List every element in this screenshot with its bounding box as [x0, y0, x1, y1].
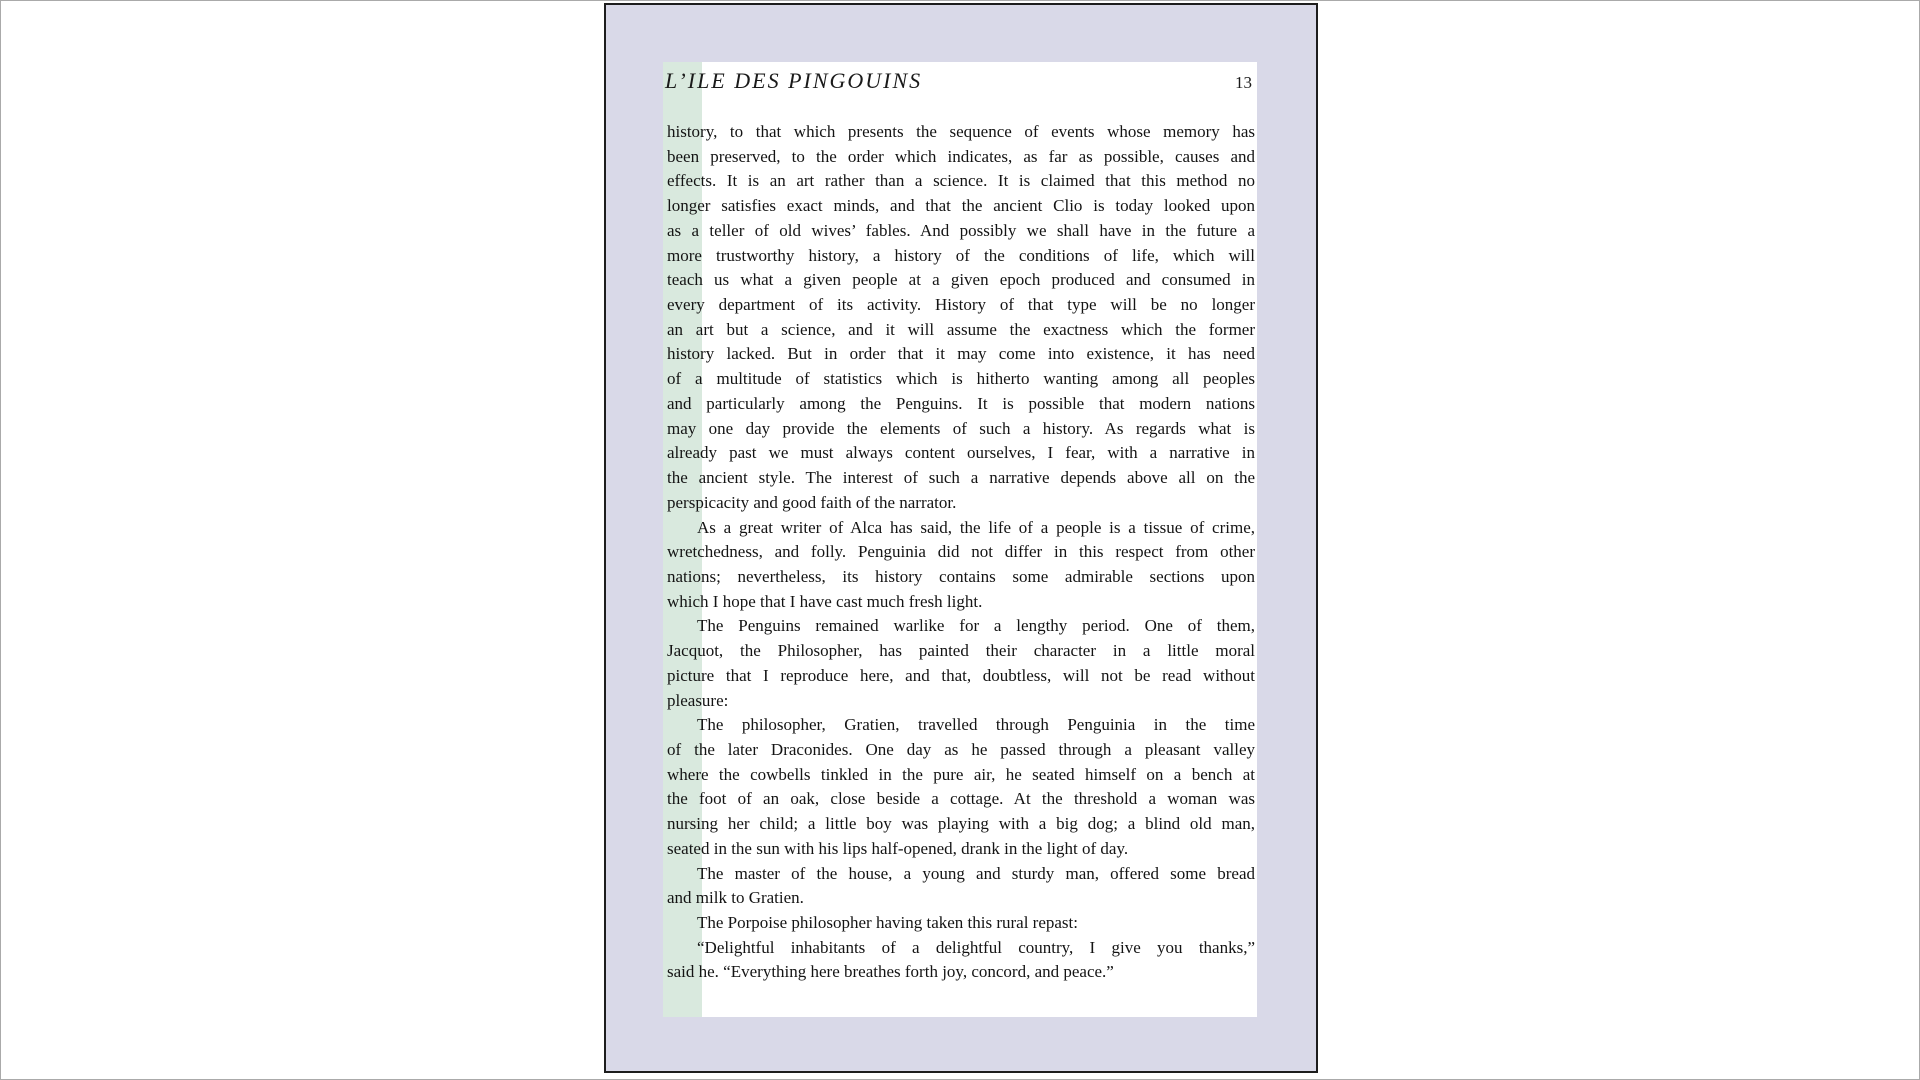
book-page	[663, 62, 1257, 1017]
text-line: picture that I reproduce here, and that, doubtless, will not be read without	[667, 665, 1255, 685]
text-line: nations; nevertheless, its history contains some admirable sections upon	[667, 566, 1255, 586]
page-number: 13	[1235, 73, 1252, 92]
text-line: more trustworthy history, a history of the conditions of life, which will	[667, 245, 1255, 265]
text-line: the ancient style. The interest of such a narrative depends above all on the	[667, 468, 1255, 488]
text-line: been preserved, to the order which indicates, as far as possible, causes and	[667, 146, 1255, 166]
text-line: nursing her child; a little boy was playing with a big dog; a blind old man,	[667, 814, 1255, 834]
text-line: history lacked. But in order that it may come into existence, it has need	[667, 344, 1255, 364]
page-body	[667, 120, 1255, 985]
text-line: Jacquot, the Philosopher, has painted their character in a little moral	[667, 641, 1255, 661]
text-line: pleasure:	[667, 690, 729, 710]
text-line: of the later Draconides. One day as he passed through a pleasant valley	[667, 739, 1255, 759]
text-line: wretchedness, and folly. Penguinia did not differ in this respect from other	[667, 542, 1255, 562]
text-line: which I hope that I have cast much fresh light.	[667, 591, 983, 611]
text-line: an art but a science, and it will assume the exactness which the former	[667, 319, 1255, 339]
running-title: L’ILE DES PINGOUINS	[665, 68, 923, 93]
text-line: The master of the house, a young and sturdy man, offered some bread	[697, 863, 1255, 883]
text-line: already past we must always content ourselves, I fear, with a narrative in	[667, 443, 1255, 463]
text-line: and milk to Gratien.	[667, 888, 804, 908]
text-line: effects. It is an art rather than a science. It is claimed that this method no	[667, 171, 1255, 191]
text-line: and particularly among the Penguins. It is possible that modern nations	[667, 393, 1255, 413]
text-line: The Porpoise philosopher having taken this rural repast:	[697, 913, 1078, 932]
text-line: The Penguins remained warlike for a lengthy period. One of them,	[697, 616, 1255, 636]
book-viewer-frame	[604, 3, 1318, 1073]
text-line: seated in the sun with his lips half-opened, drank in the light of day.	[667, 838, 1129, 858]
text-line: every department of its activity. History of that type will be no longer	[667, 295, 1255, 315]
text-line: said he. “Everything here breathes forth joy, concord, and peace.”	[667, 962, 1114, 982]
text-line: may one day provide the elements of such a history. As regards what is	[667, 418, 1255, 438]
text-line: the foot of an oak, close beside a cottage. At the threshold a woman was	[667, 789, 1255, 809]
text-line: history, to that which presents the sequence of events whose memory has	[667, 122, 1255, 141]
text-line: where the cowbells tinkled in the pure air, he seated himself on a bench at	[667, 764, 1255, 784]
text-line: perspicacity and good faith of the narrator.	[667, 492, 957, 512]
text-line: teach us what a given people at a given epoch produced and consumed in	[667, 270, 1255, 290]
page-header	[665, 68, 1252, 94]
text-line: of a multitude of statistics which is hitherto wanting among all peoples	[667, 369, 1255, 389]
text-line: As a great writer of Alca has said, the life of a people is a tissue of crime,	[697, 517, 1255, 537]
text-line: “Delightful inhabitants of a delightful country, I give you thanks,”	[697, 937, 1255, 957]
text-line: longer satisfies exact minds, and that the ancient Clio is today looked upon	[667, 196, 1255, 216]
text-line: The philosopher, Gratien, travelled through Penguinia in the time	[697, 715, 1255, 735]
text-line: as a teller of old wives’ fables. And possibly we shall have in the future a	[667, 220, 1255, 240]
